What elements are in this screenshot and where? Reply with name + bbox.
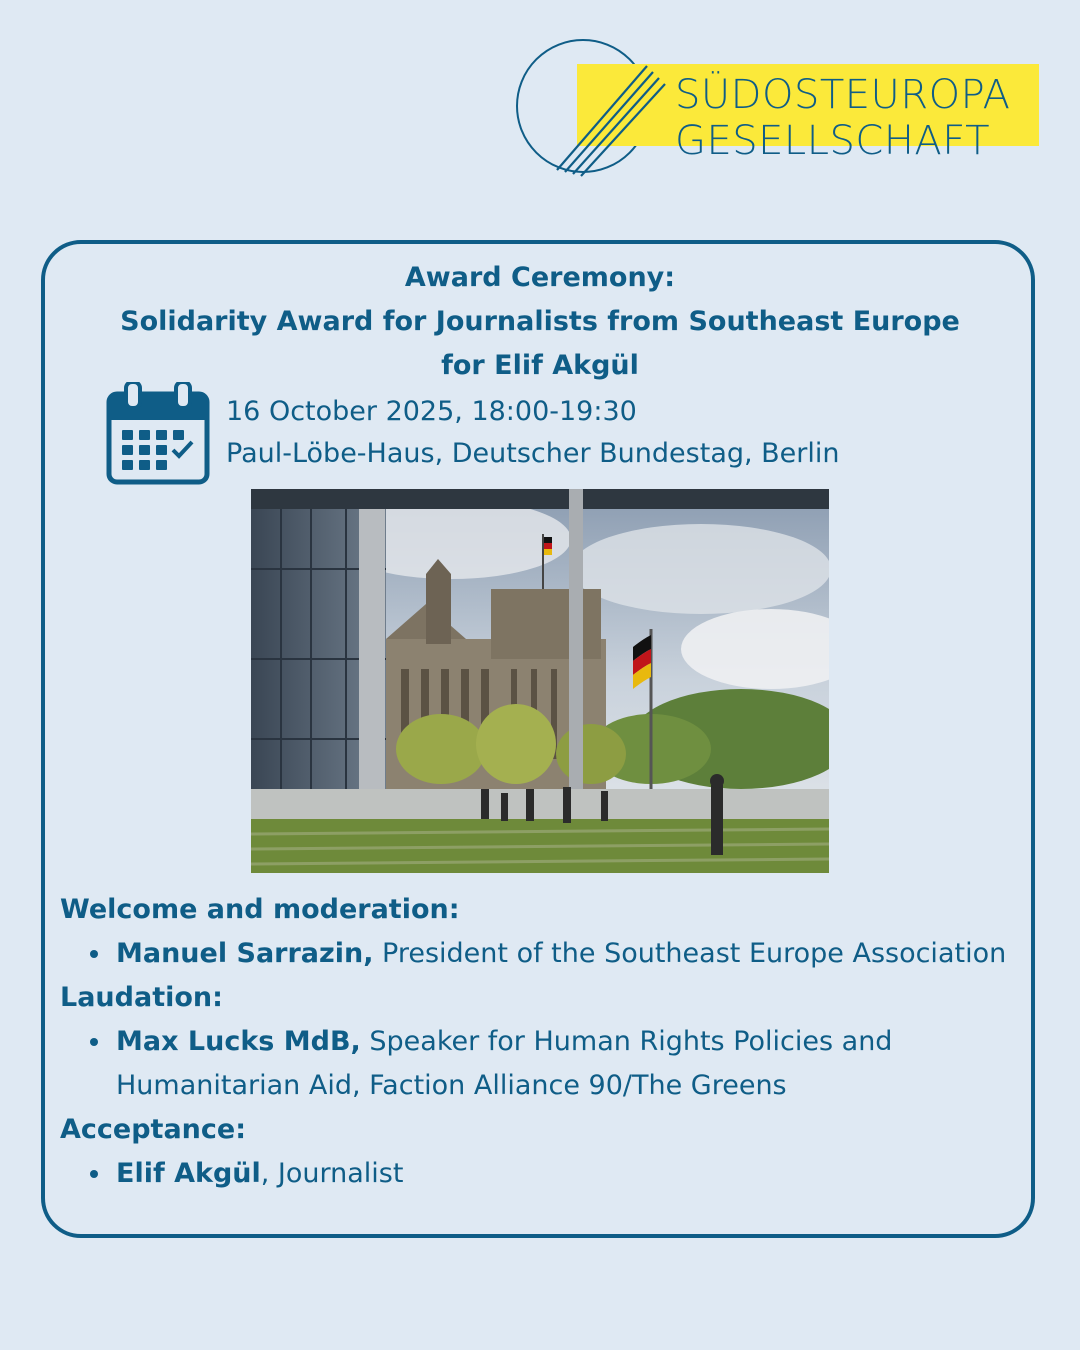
event-datetime: 16 October 2025, 18:00-19:30 [226, 396, 637, 427]
title-line-2: Solidarity Award for Journalists from Southeast Europe [120, 306, 960, 337]
speaker-name: Elif Akgül [116, 1158, 261, 1189]
speaker-name: Manuel Sarrazin, [116, 938, 374, 969]
speaker-name: Max Lucks MdB, [116, 1026, 361, 1057]
section-heading-laudation: Laudation: [60, 982, 223, 1013]
calendar-icon [106, 382, 210, 486]
logo-line-2: GESELLSCHAFT [675, 118, 991, 164]
speaker-role: Speaker for Human Rights Policies and Humanitarian Aid, Faction Alliance 90/The Greens [116, 1026, 893, 1101]
logo-line-1: SÜDOSTEUROPA [675, 72, 1011, 118]
reichstag-photo [251, 489, 829, 873]
title-line-1: Award Ceremony: [404, 262, 676, 293]
section-heading-acceptance: Acceptance: [60, 1114, 247, 1145]
list-item [60, 1020, 1020, 1108]
title-line-3: for Elif Akgül [441, 350, 639, 381]
program-list [60, 888, 1020, 1196]
list-item [60, 932, 1020, 976]
list-item [60, 1152, 1020, 1196]
speaker-role: President of the Southeast Europe Association [373, 938, 1007, 969]
logo [515, 38, 1045, 178]
event-location: Paul-Löbe-Haus, Deutscher Bundestag, Berlin [226, 438, 840, 469]
event-title [60, 256, 1020, 388]
logo-wordmark [675, 72, 1011, 164]
speaker-role: , Journalist [260, 1158, 404, 1189]
section-heading-welcome: Welcome and moderation: [60, 894, 460, 925]
